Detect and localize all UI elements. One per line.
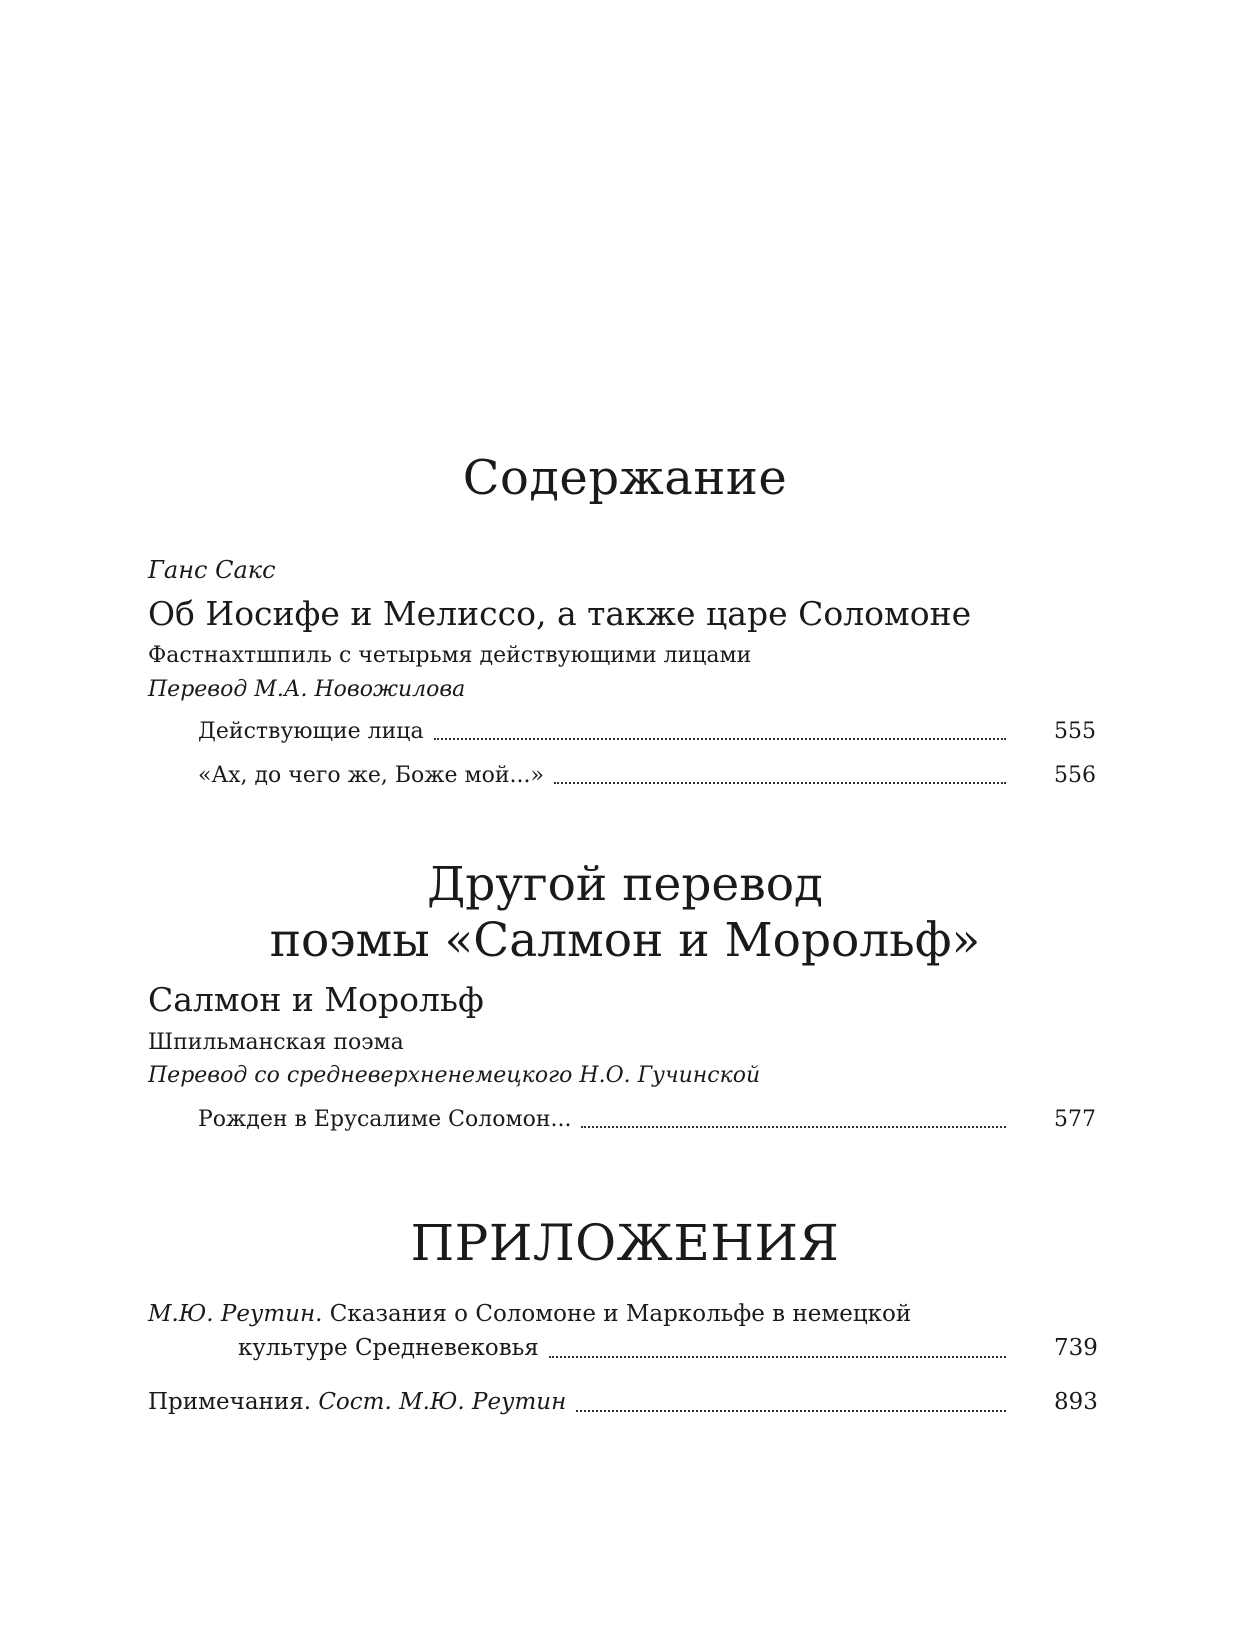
dot-leader xyxy=(549,1356,1006,1358)
appendix-entry-continuation xyxy=(148,1331,1096,1365)
dot-leader xyxy=(434,738,1006,740)
notes-compiler: Сост. М.Ю. Реутин xyxy=(318,1389,567,1415)
toc-page-number: 555 xyxy=(1054,719,1096,744)
toc-entry-text: Рожден в Ерусалиме Соломон... xyxy=(198,1107,572,1132)
toc-entry[interactable] xyxy=(198,1101,1096,1135)
appendix-title: . Сказания о Соломоне и Маркольфе в немецкой xyxy=(315,1301,912,1327)
other-translation-heading xyxy=(0,857,1250,969)
translator-credit: Перевод М.А. Новожилова xyxy=(148,677,466,702)
dot-leader xyxy=(581,1126,1006,1128)
appendix-entry[interactable] xyxy=(148,1297,1096,1365)
dot-leader xyxy=(554,782,1006,784)
work-subtitle: Фастнахтшпиль с четырьмя действующими лицами xyxy=(148,643,752,668)
appendix-title-continued: культуре Средневековья xyxy=(238,1335,539,1361)
work-title: Об Иосифе и Мелиссо, а также царе Соломоне xyxy=(148,594,972,633)
author-name: Ганс Сакс xyxy=(148,556,276,584)
contents-heading: Содержание xyxy=(462,450,788,506)
dot-leader xyxy=(576,1410,1006,1412)
toc-entry[interactable] xyxy=(198,713,1096,747)
toc-page-number: 577 xyxy=(1054,1107,1096,1132)
translator-credit: Перевод со средневерхненемецкого Н.О. Гучинской xyxy=(148,1063,761,1088)
toc-page-number: 739 xyxy=(1054,1335,1098,1361)
appendix-entry[interactable] xyxy=(148,1385,1096,1419)
toc-entry-text: Действующие лица xyxy=(198,719,424,744)
heading-line: поэмы «Салмон и Морольф» xyxy=(269,913,981,968)
toc-page-number: 556 xyxy=(1054,763,1096,788)
appendix-title xyxy=(148,1385,566,1419)
work-title: Салмон и Морольф xyxy=(148,980,484,1019)
notes-title: Примечания. xyxy=(148,1389,312,1415)
heading-line: Другой перевод xyxy=(427,857,823,912)
work-subtitle: Шпильманская поэма xyxy=(148,1030,404,1055)
toc-entry-text: «Ах, до чего же, Боже мой...» xyxy=(198,763,544,788)
appendix-entry-first-line xyxy=(148,1297,1096,1331)
toc-page-number: 893 xyxy=(1054,1389,1098,1415)
appendices-heading: ПРИЛОЖЕНИЯ xyxy=(410,1214,840,1272)
toc-entry[interactable] xyxy=(198,757,1096,791)
appendix-author: М.Ю. Реутин xyxy=(148,1301,316,1327)
